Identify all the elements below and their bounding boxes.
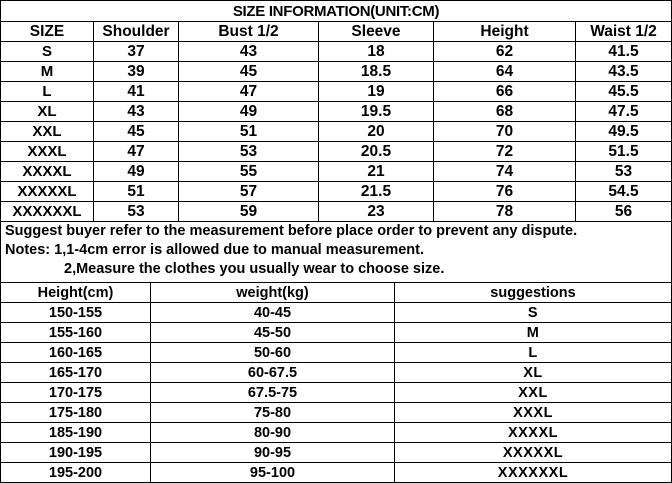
measurement-cell: 20 [319, 122, 434, 142]
column-header: Bust 1/2 [179, 22, 319, 42]
measurement-cell: 53 [576, 162, 672, 182]
measurement-cell: 68 [434, 102, 576, 122]
table-row [1, 403, 672, 423]
measurement-cell: 55 [179, 162, 319, 182]
table-row [1, 202, 672, 222]
measurement-cell: 78 [434, 202, 576, 222]
measurement-cell: 64 [434, 62, 576, 82]
size-information-table [0, 0, 672, 222]
measurement-cell: 23 [319, 202, 434, 222]
height-range-cell: 150-155 [1, 303, 151, 323]
measurement-cell: 18.5 [319, 62, 434, 82]
table-row [1, 423, 672, 443]
height-range-cell: 190-195 [1, 443, 151, 463]
measurement-cell: 59 [179, 202, 319, 222]
table-row [1, 142, 672, 162]
height-range-cell: 185-190 [1, 423, 151, 443]
table-row [1, 102, 672, 122]
table-row [1, 82, 672, 102]
weight-range-cell: 40-45 [151, 303, 395, 323]
size-label-cell: XXXXL [1, 162, 94, 182]
size-label-cell: XXXL [1, 142, 94, 162]
note-line: Notes: 1,1-4cm error is allowed due to manual measurement. [5, 242, 425, 258]
size-label-cell: S [1, 42, 94, 62]
suggested-size-cell: L [395, 343, 672, 363]
measurement-cell: 74 [434, 162, 576, 182]
column-header: suggestions [395, 283, 672, 303]
measurement-cell: 43 [94, 102, 179, 122]
measurement-cell: 57 [179, 182, 319, 202]
height-range-cell: 195-200 [1, 463, 151, 483]
measurement-cell: 47.5 [576, 102, 672, 122]
measurement-cell: 51 [179, 122, 319, 142]
table-row [1, 303, 672, 323]
column-header: SIZE [1, 22, 94, 42]
measurement-cell: 41.5 [576, 42, 672, 62]
table-row [1, 122, 672, 142]
measurement-cell: 51.5 [576, 142, 672, 162]
table-row [1, 383, 672, 403]
table-row [1, 343, 672, 363]
column-header: weight(kg) [151, 283, 395, 303]
suggested-size-cell: XXXXL [395, 423, 672, 443]
weight-range-cell: 80-90 [151, 423, 395, 443]
measurement-cell: 51 [94, 182, 179, 202]
table-row [1, 363, 672, 383]
table-row [1, 323, 672, 343]
weight-range-cell: 45-50 [151, 323, 395, 343]
measurement-cell: 49.5 [576, 122, 672, 142]
suggested-size-cell: XXXL [395, 403, 672, 423]
column-header: Height [434, 22, 576, 42]
weight-range-cell: 90-95 [151, 443, 395, 463]
weight-range-cell: 75-80 [151, 403, 395, 423]
size-label-cell: M [1, 62, 94, 82]
weight-range-cell: 67.5-75 [151, 383, 395, 403]
size-label-cell: XXXXXXL [1, 202, 94, 222]
suggestion-table-header-row [1, 283, 672, 303]
table-row [1, 62, 672, 82]
measurement-cell: 37 [94, 42, 179, 62]
measurement-cell: 72 [434, 142, 576, 162]
column-header: Height(cm) [1, 283, 151, 303]
suggested-size-cell: XXXXXXL [395, 463, 672, 483]
measurement-cell: 21.5 [319, 182, 434, 202]
size-label-cell: XXXXXL [1, 182, 94, 202]
measurement-cell: 56 [576, 202, 672, 222]
measurement-cell: 45.5 [576, 82, 672, 102]
measurement-cell: 66 [434, 82, 576, 102]
suggested-size-cell: XL [395, 363, 672, 383]
table-row [1, 463, 672, 483]
suggested-size-cell: XXL [395, 383, 672, 403]
size-label-cell: XL [1, 102, 94, 122]
note-line: Suggest buyer refer to the measurement before place order to prevent any dispute. [5, 223, 578, 239]
measurement-cell: 39 [94, 62, 179, 82]
measurement-cell: 53 [179, 142, 319, 162]
size-label-cell: L [1, 82, 94, 102]
height-range-cell: 170-175 [1, 383, 151, 403]
measurement-cell: 70 [434, 122, 576, 142]
size-table-header-row [1, 22, 672, 42]
weight-range-cell: 60-67.5 [151, 363, 395, 383]
suggested-size-cell: M [395, 323, 672, 343]
measurement-cell: 53 [94, 202, 179, 222]
measurement-cell: 47 [94, 142, 179, 162]
measurement-cell: 54.5 [576, 182, 672, 202]
suggested-size-cell: S [395, 303, 672, 323]
measurement-cell: 19.5 [319, 102, 434, 122]
table-row [1, 443, 672, 463]
height-range-cell: 160-165 [1, 343, 151, 363]
measurement-cell: 43 [179, 42, 319, 62]
height-range-cell: 155-160 [1, 323, 151, 343]
measurement-cell: 47 [179, 82, 319, 102]
measurement-cell: 21 [319, 162, 434, 182]
column-header: Waist 1/2 [576, 22, 672, 42]
measurement-cell: 45 [94, 122, 179, 142]
measurement-cell: 62 [434, 42, 576, 62]
table-row [1, 162, 672, 182]
height-range-cell: 165-170 [1, 363, 151, 383]
note-line: 2,Measure the clothes you usually wear to choose size. [64, 261, 445, 277]
measurement-cell: 20.5 [319, 142, 434, 162]
height-range-cell: 175-180 [1, 403, 151, 423]
table-title: SIZE INFORMATION(UNIT:CM) [1, 1, 672, 22]
weight-range-cell: 95-100 [151, 463, 395, 483]
size-label-cell: XXL [1, 122, 94, 142]
measurement-cell: 43.5 [576, 62, 672, 82]
column-header: Shoulder [94, 22, 179, 42]
table-row [1, 182, 672, 202]
measurement-cell: 49 [94, 162, 179, 182]
column-header: Sleeve [319, 22, 434, 42]
size-suggestion-table [0, 282, 672, 483]
measurement-cell: 49 [179, 102, 319, 122]
notes-block [0, 222, 672, 282]
table-row [1, 42, 672, 62]
suggested-size-cell: XXXXXL [395, 443, 672, 463]
measurement-cell: 19 [319, 82, 434, 102]
measurement-cell: 18 [319, 42, 434, 62]
measurement-cell: 45 [179, 62, 319, 82]
measurement-cell: 76 [434, 182, 576, 202]
weight-range-cell: 50-60 [151, 343, 395, 363]
measurement-cell: 41 [94, 82, 179, 102]
